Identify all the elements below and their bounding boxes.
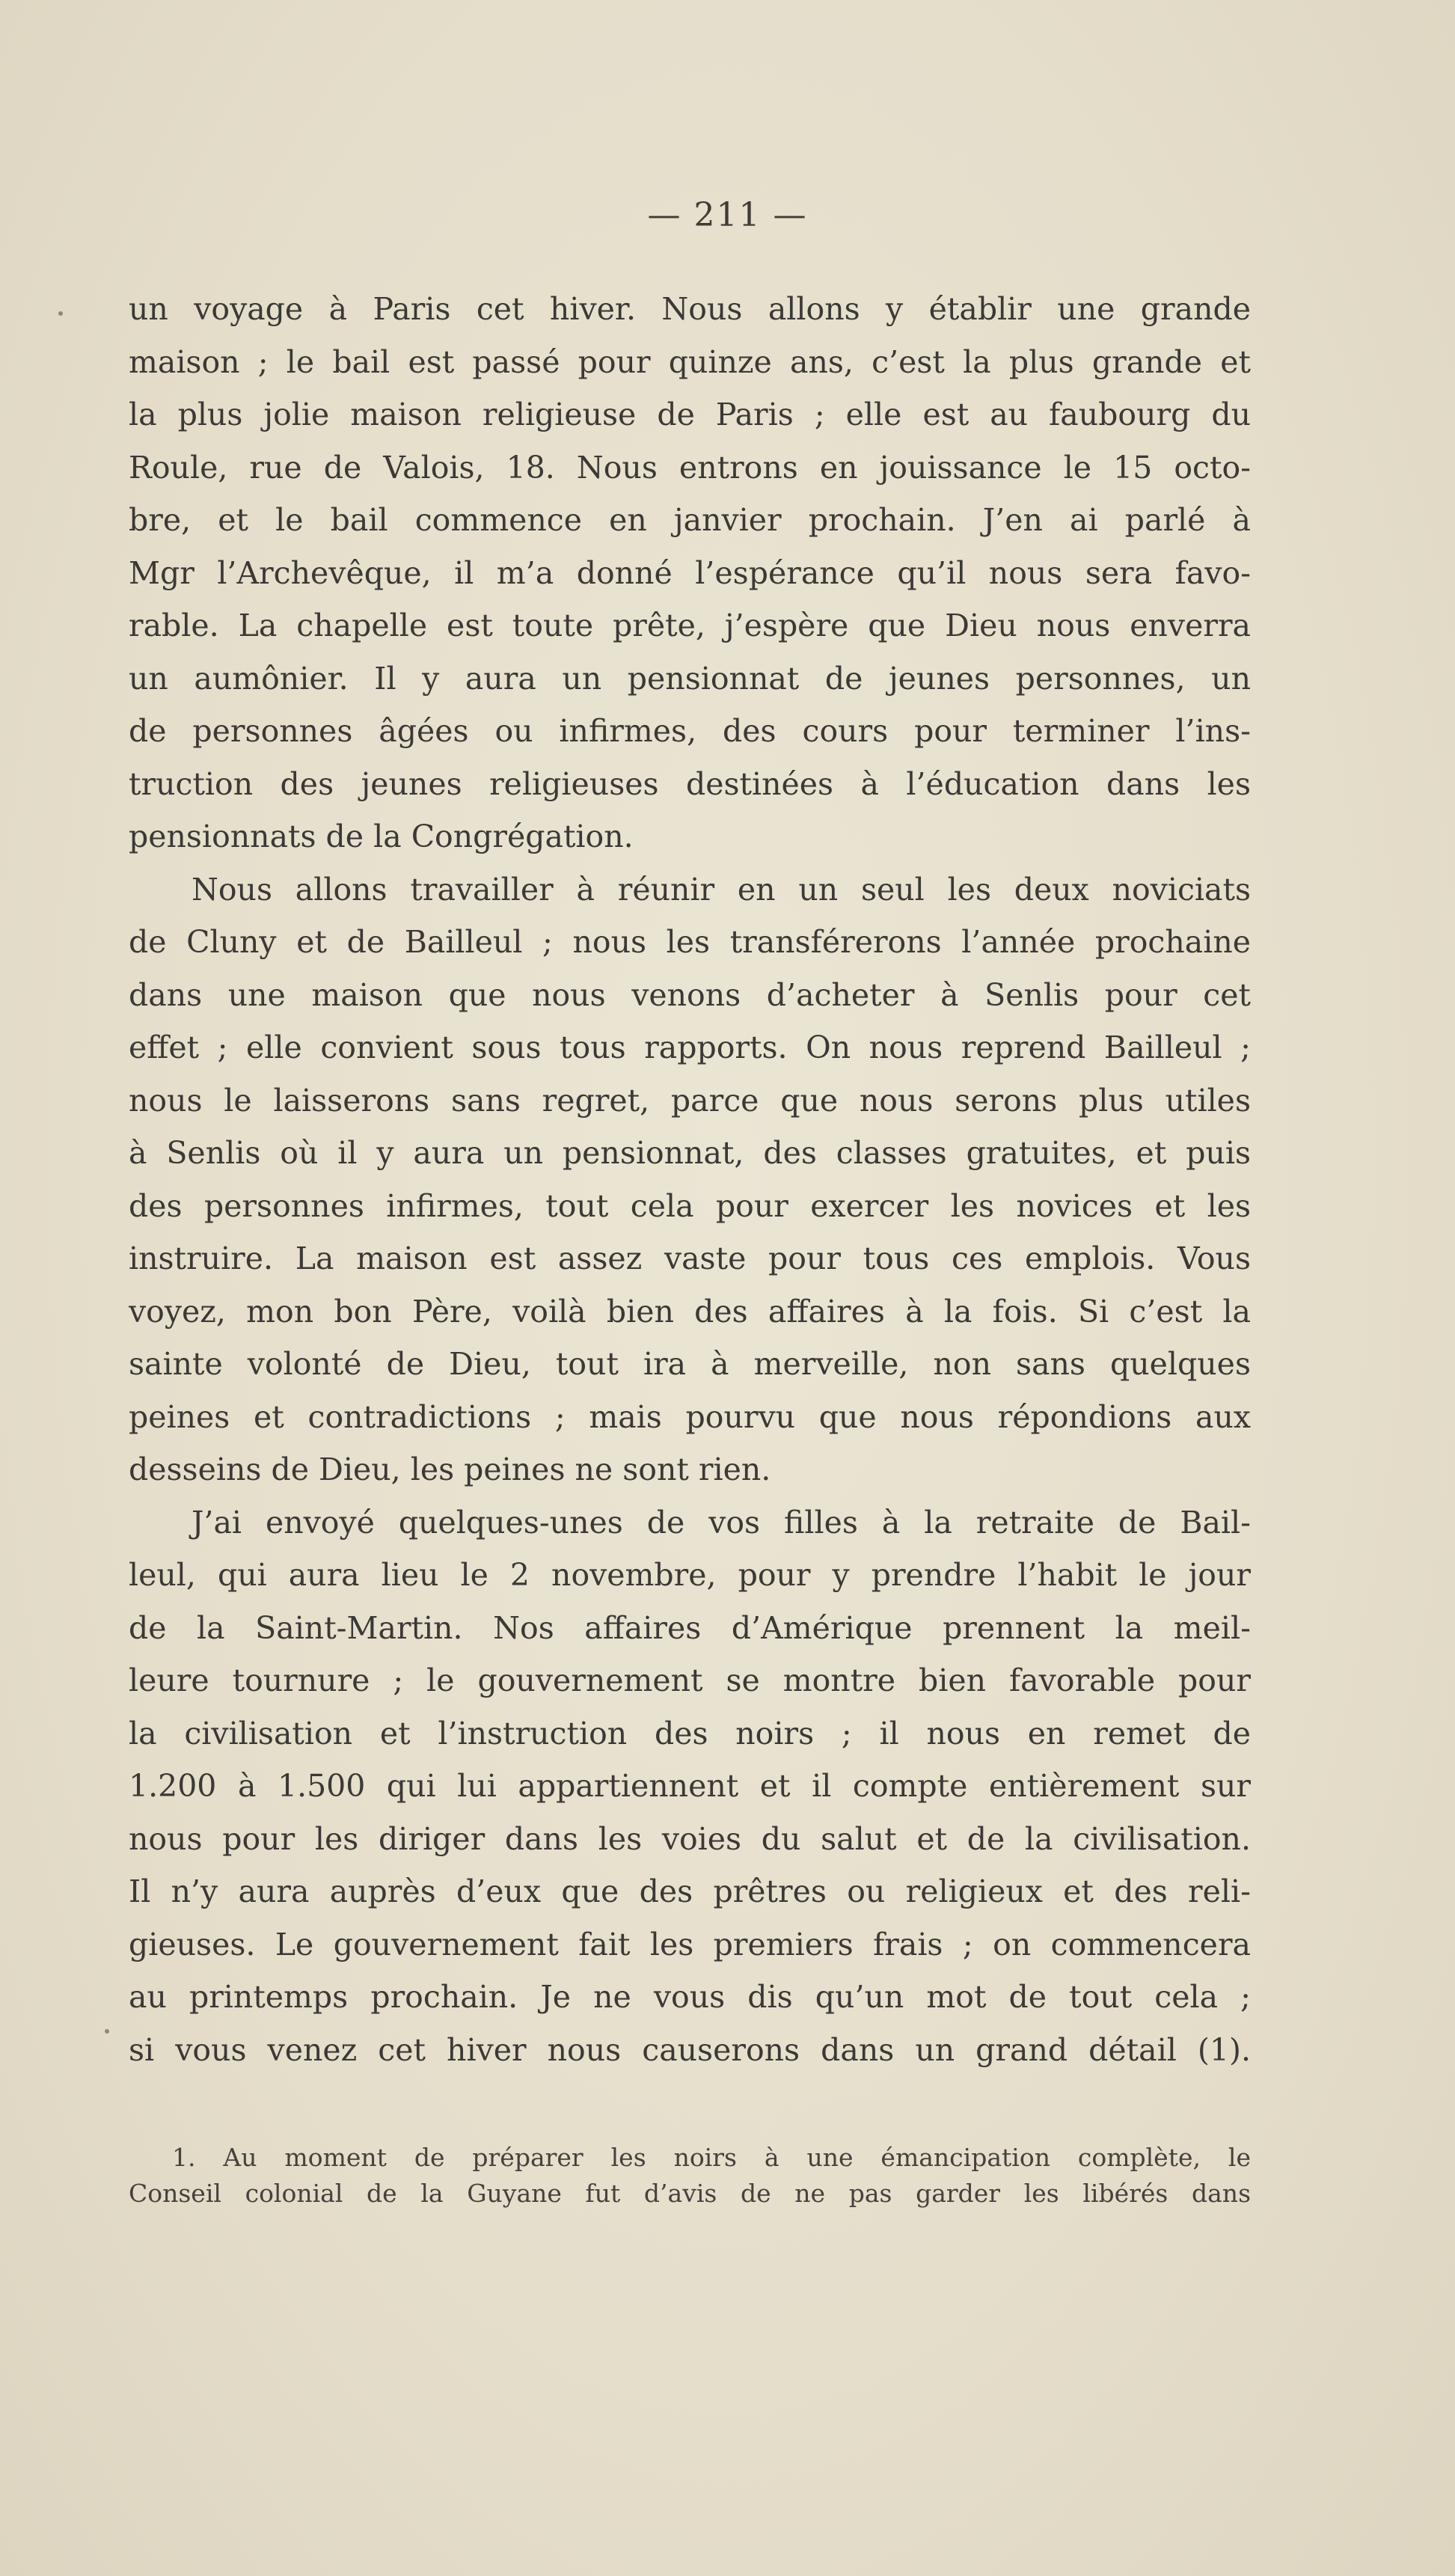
page-number: — 211 — [647,196,808,234]
text-line: à Senlis où il y aura un pensionnat, des classes gratuites, et puis [129,1135,1251,1171]
text-line: gieuses. Le gouvernement fait les premiers frais ; on commencera [129,1926,1251,1962]
text-line: peines et contradictions ; mais pourvu que nous répondions aux [129,1398,1251,1435]
text-line: au printemps prochain. Je ne vous dis qu’un mot de tout cela ; [129,1979,1251,2015]
text-line: de la Saint-Martin. Nos affaires d’Amérique prennent la meil- [129,1609,1251,1646]
text-line: leure tournure ; le gouvernement se montre bien favorable pour [129,1662,1251,1698]
text-line: nous pour les diriger dans les voies du salut et de la civilisation. [129,1820,1251,1857]
footnote [129,2140,1251,2212]
text-line: J’ai envoyé quelques-unes de vos filles à la retraite de Bail- [192,1504,1251,1541]
text-line: un voyage à Paris cet hiver. Nous allons y établir une grande [129,291,1251,327]
footnote-line: Conseil colonial de la Guyane fut d’avis de ne pas garder les libérés dans [129,2179,1251,2208]
margin-speck [105,2029,109,2034]
text-line: Roule, rue de Valois, 18. Nous entrons en jouissance le 15 octo- [129,449,1251,486]
text-line: bre, et le bail commence en janvier prochain. J’en ai parlé à [129,502,1251,538]
footnote-line: 1. Au moment de préparer les noirs à une émancipation complète, le [172,2143,1251,2172]
text-line: desseins de Dieu, les peines ne sont rien. [129,1451,771,1487]
text-line: leul, qui aura lieu le 2 novembre, pour y prendre l’habit le jour [129,1557,1251,1593]
text-line: Mgr l’Archevêque, il m’a donné l’espérance qu’il nous sera favo- [129,554,1251,591]
text-line: dans une maison que nous venons d’acheter à Senlis pour cet [129,976,1251,1013]
text-line: la civilisation et l’instruction des noirs ; il nous en remet de [129,1715,1251,1752]
text-line: si vous venez cet hiver nous causerons dans un grand détail (1). [129,2031,1251,2068]
text-line: de Cluny et de Bailleul ; nous les transférerons l’année prochaine [129,924,1251,960]
text-line: truction des jeunes religieuses destinées à l’éducation dans les [129,765,1251,802]
text-line: un aumônier. Il y aura un pensionnat de jeunes personnes, un [129,660,1251,697]
text-line: de personnes âgées ou infirmes, des cours pour terminer l’ins- [129,713,1251,749]
text-line: des personnes infirmes, tout cela pour exercer les novices et les [129,1187,1251,1224]
text-line: 1.200 à 1.500 qui lui appartiennent et il compte entièrement sur [129,1768,1251,1804]
text-line: rable. La chapelle est toute prête, j’espère que Dieu nous enverra [129,608,1251,643]
text-line: sainte volonté de Dieu, tout ira à merveille, non sans quelques [129,1346,1251,1382]
text-line: effet ; elle convient sous tous rapports. On nous reprend Bailleul ; [129,1030,1251,1065]
text-line: maison ; le bail est passé pour quinze ans, c’est la plus grande et [129,343,1251,380]
margin-speck [58,311,63,316]
body-text [129,283,1251,2076]
text-line: Nous allons travailler à réunir en un seul les deux noviciats [192,871,1251,908]
text-line: nous le laisserons sans regret, parce que nous serons plus utiles [129,1082,1251,1119]
text-line: voyez, mon bon Père, voilà bien des affaires à la fois. Si c’est la [129,1293,1251,1330]
text-line: instruire. La maison est assez vaste pour tous ces emplois. Vous [129,1240,1251,1276]
text-line: pensionnats de la Congrégation. [129,819,634,854]
text-line: la plus jolie maison religieuse de Paris ; elle est au faubourg du [129,397,1251,432]
text-line: Il n’y aura auprès d’eux que des prêtres ou religieux et des reli- [129,1873,1251,1909]
